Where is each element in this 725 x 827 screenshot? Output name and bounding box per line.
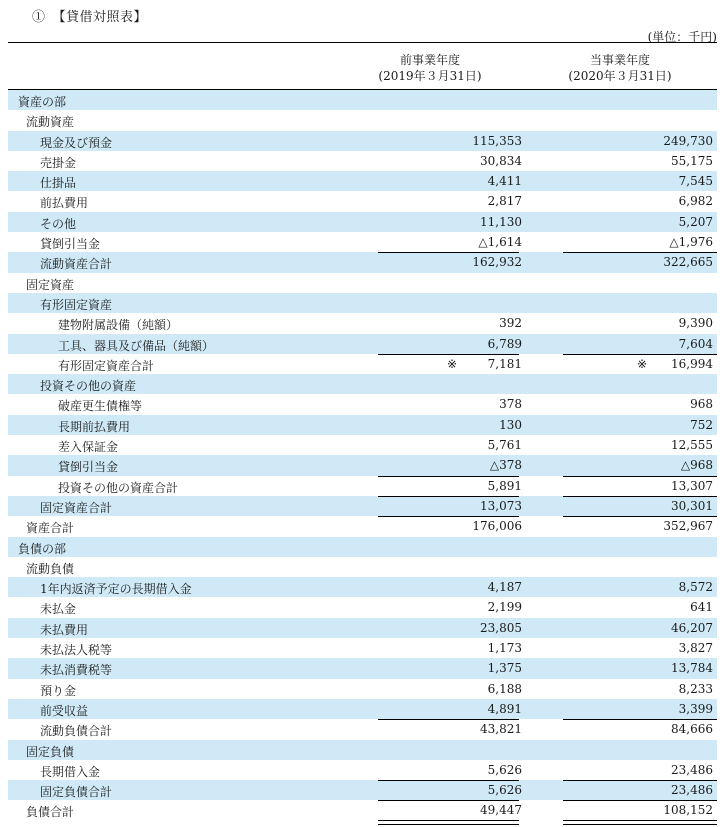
curr-year-value <box>679 316 713 330</box>
grand-total-double-rule <box>378 820 519 825</box>
value-text: 752 <box>690 417 713 432</box>
table-row <box>8 638 717 658</box>
table-row <box>8 780 717 800</box>
prev-year-date: (2019年３月31日) <box>378 69 482 83</box>
value-text: 2,199 <box>487 600 522 615</box>
value-text: 13,307 <box>671 478 713 493</box>
unit-label: (単位：千円) <box>647 30 717 44</box>
value-text: △1,976 <box>669 235 713 250</box>
table-row <box>8 374 717 394</box>
curr-year-value <box>669 235 713 249</box>
value-text: 249,730 <box>663 133 713 148</box>
prev-year-value <box>488 580 522 594</box>
value-text: △968 <box>680 458 713 473</box>
curr-year-value <box>663 134 713 148</box>
curr-year-value <box>679 337 713 351</box>
prev-year-value <box>480 215 522 229</box>
prev-year-value <box>480 154 522 168</box>
prev-year-value <box>488 600 522 614</box>
row-label: 長期前払費用 <box>58 419 131 434</box>
prev-year-value <box>499 397 522 411</box>
prev-year-value <box>480 621 522 635</box>
prev-year-value <box>488 194 522 208</box>
row-label: 未払消費税等 <box>40 663 113 678</box>
table-row <box>8 435 717 455</box>
row-label: 固定資産合計 <box>40 500 113 515</box>
value-text: 30,834 <box>480 153 522 168</box>
curr-year-value <box>671 499 713 513</box>
note-mark: ※ <box>637 356 648 371</box>
note-mark: ※ <box>447 356 458 371</box>
curr-year-title: 当事業年度 <box>589 53 650 67</box>
column-header-curr-year <box>520 52 720 84</box>
row-label: 流動負債合計 <box>40 724 113 739</box>
curr-year-value <box>671 783 713 797</box>
row-label: 工具、器具及び備品（純額） <box>58 338 215 353</box>
curr-year-value <box>637 357 713 371</box>
value-text: 13,073 <box>480 498 522 513</box>
table-row <box>8 618 717 638</box>
prev-year-value <box>488 763 522 777</box>
row-label: 現金及び預金 <box>40 135 113 150</box>
table-row <box>8 415 717 435</box>
row-label: 売掛金 <box>40 155 77 170</box>
table-row <box>8 171 717 191</box>
row-label: 仕掛品 <box>40 176 77 191</box>
row-label: 未払費用 <box>40 622 89 637</box>
value-text: 23,805 <box>480 620 522 635</box>
value-text: 1,173 <box>487 641 522 656</box>
value-text: 5,626 <box>487 762 522 777</box>
value-text: 392 <box>499 316 522 331</box>
value-text: 3,827 <box>678 641 713 656</box>
value-text: 5,626 <box>487 783 522 798</box>
value-text: 7,545 <box>678 174 713 189</box>
prev-year-value <box>488 337 522 351</box>
curr-year-value <box>679 194 713 208</box>
value-text: 5,891 <box>487 478 522 493</box>
column-header-prev-year <box>330 52 530 84</box>
curr-year-value <box>679 702 713 716</box>
table-row <box>8 334 717 354</box>
value-text: 46,207 <box>671 620 713 635</box>
value-text: 6,188 <box>487 681 522 696</box>
row-label: 流動資産合計 <box>40 257 113 272</box>
table-row <box>8 740 717 760</box>
prev-year-value <box>472 519 522 533</box>
prev-year-value <box>499 418 522 432</box>
value-text: 108,152 <box>663 803 713 818</box>
prev-year-value <box>480 722 522 736</box>
row-label: 差入保証金 <box>58 440 119 455</box>
row-label: 破産更生債権等 <box>58 399 143 414</box>
row-label: 前受収益 <box>40 703 89 718</box>
prev-year-value <box>480 803 522 817</box>
value-text: 8,572 <box>678 580 713 595</box>
row-label: 固定負債 <box>26 744 75 759</box>
balance-sheet-table <box>8 89 717 821</box>
prev-year-title: 前事業年度 <box>399 53 460 67</box>
row-label: 負債の部 <box>18 541 67 556</box>
table-row <box>8 90 717 110</box>
value-text: 322,665 <box>663 255 713 270</box>
prev-year-value <box>488 641 522 655</box>
row-label: 長期借入金 <box>40 764 101 779</box>
value-text: △1,614 <box>478 235 522 250</box>
row-label: 未払法人税等 <box>40 643 113 658</box>
curr-year-value <box>663 803 713 817</box>
curr-year-value <box>679 174 713 188</box>
prev-year-value <box>472 134 522 148</box>
row-label: 貸倒引当金 <box>58 460 119 475</box>
value-text: 641 <box>690 600 713 615</box>
row-label: 預り金 <box>40 683 77 698</box>
curr-year-value <box>671 722 713 736</box>
row-label: その他 <box>40 216 77 231</box>
value-text: 7,181 <box>487 356 522 371</box>
row-label: 1年内返済予定の長期借入金 <box>40 582 192 597</box>
table-row <box>8 699 717 719</box>
table-row <box>8 577 717 597</box>
table-row <box>8 191 717 211</box>
value-text: 4,187 <box>487 580 522 595</box>
value-text: 6,982 <box>678 194 713 209</box>
row-label: 流動資産 <box>26 115 75 130</box>
table-row <box>8 719 717 739</box>
value-text: 8,233 <box>678 681 713 696</box>
prev-year-value <box>478 235 522 249</box>
value-text: 3,399 <box>678 701 713 716</box>
table-row <box>8 273 717 293</box>
table-row <box>8 455 717 475</box>
value-text: 130 <box>499 417 522 432</box>
value-text: 11,130 <box>480 214 522 229</box>
prev-year-value <box>488 661 522 675</box>
value-text: 6,789 <box>487 336 522 351</box>
row-label: 流動負債 <box>26 561 75 576</box>
row-label: 投資その他の資産合計 <box>58 480 179 495</box>
table-row <box>8 557 717 577</box>
row-label: 建物附属設備（純額） <box>58 318 179 333</box>
table-row <box>8 313 717 333</box>
table-row <box>8 800 717 820</box>
table-row <box>8 252 717 272</box>
row-label: 有形固定資産 <box>40 297 113 312</box>
value-text: 378 <box>499 397 522 412</box>
prev-year-value <box>480 499 522 513</box>
curr-year-value <box>663 519 713 533</box>
value-text: 84,666 <box>671 722 713 737</box>
row-label: 固定負債合計 <box>40 785 113 800</box>
row-label: 貸倒引当金 <box>40 237 101 252</box>
table-row <box>8 151 717 171</box>
row-label: 前払費用 <box>40 196 89 211</box>
table-row <box>8 496 717 516</box>
value-text: 162,932 <box>472 255 522 270</box>
value-text: 352,967 <box>663 519 713 534</box>
table-row <box>8 597 717 617</box>
prev-year-value <box>447 357 522 371</box>
header-top-rule <box>8 42 717 43</box>
row-label: 資産の部 <box>18 95 67 109</box>
table-row <box>8 679 717 699</box>
value-text: 5,207 <box>678 214 713 229</box>
prev-year-value <box>490 458 522 472</box>
table-row <box>8 212 717 232</box>
prev-year-value <box>488 783 522 797</box>
curr-year-value <box>690 600 713 614</box>
prev-year-value <box>488 438 522 452</box>
table-row <box>8 394 717 414</box>
value-text: 30,301 <box>671 498 713 513</box>
row-label: 投資その他の資産 <box>40 379 137 394</box>
row-label: 資産合計 <box>26 521 75 536</box>
value-text: 7,604 <box>678 336 713 351</box>
table-row <box>8 232 717 252</box>
curr-year-date: (2020年３月31日) <box>568 69 672 83</box>
grand-total-double-rule <box>563 820 717 825</box>
curr-year-value <box>679 580 713 594</box>
prev-year-value <box>472 255 522 269</box>
value-text: 968 <box>690 397 713 412</box>
value-text: 23,486 <box>671 762 713 777</box>
value-text: 176,006 <box>472 519 522 534</box>
value-text: 4,411 <box>487 174 522 189</box>
statement-title: ① 【貸借対照表】 <box>32 10 148 25</box>
value-text: 9,390 <box>678 316 713 331</box>
prev-year-value <box>488 174 522 188</box>
curr-year-value <box>690 397 713 411</box>
table-row <box>8 516 717 536</box>
value-text: 1,375 <box>487 661 522 676</box>
table-row <box>8 354 717 374</box>
table-row <box>8 110 717 130</box>
curr-year-value <box>671 438 713 452</box>
table-row <box>8 293 717 313</box>
value-text: 49,447 <box>480 803 522 818</box>
table-row <box>8 658 717 678</box>
curr-year-value <box>690 418 713 432</box>
prev-year-value <box>488 702 522 716</box>
table-row <box>8 131 717 151</box>
value-text: 23,486 <box>671 783 713 798</box>
curr-year-value <box>663 255 713 269</box>
curr-year-value <box>671 621 713 635</box>
value-text: 13,784 <box>671 661 713 676</box>
value-text: 16,994 <box>671 356 713 371</box>
value-text: 4,891 <box>487 701 522 716</box>
row-label: 未払金 <box>40 602 77 617</box>
curr-year-value <box>679 215 713 229</box>
curr-year-value <box>671 763 713 777</box>
curr-year-value <box>681 458 713 472</box>
row-label: 負債合計 <box>26 805 75 820</box>
curr-year-value <box>671 154 713 168</box>
value-text: 55,175 <box>671 153 713 168</box>
curr-year-value <box>671 661 713 675</box>
value-text: 12,555 <box>671 438 713 453</box>
curr-year-value <box>679 641 713 655</box>
prev-year-value <box>499 316 522 330</box>
table-row <box>8 760 717 780</box>
curr-year-value <box>671 479 713 493</box>
value-text: △378 <box>489 458 522 473</box>
row-label: 有形固定資産合計 <box>58 358 155 373</box>
value-text: 43,821 <box>480 722 522 737</box>
prev-year-value <box>488 682 522 696</box>
table-row <box>8 537 717 557</box>
row-label: 固定資産 <box>26 277 75 292</box>
value-text: 115,353 <box>472 133 522 148</box>
table-row <box>8 476 717 496</box>
value-text: 5,761 <box>487 438 522 453</box>
prev-year-value <box>488 479 522 493</box>
curr-year-value <box>679 682 713 696</box>
value-text: 2,817 <box>487 194 522 209</box>
